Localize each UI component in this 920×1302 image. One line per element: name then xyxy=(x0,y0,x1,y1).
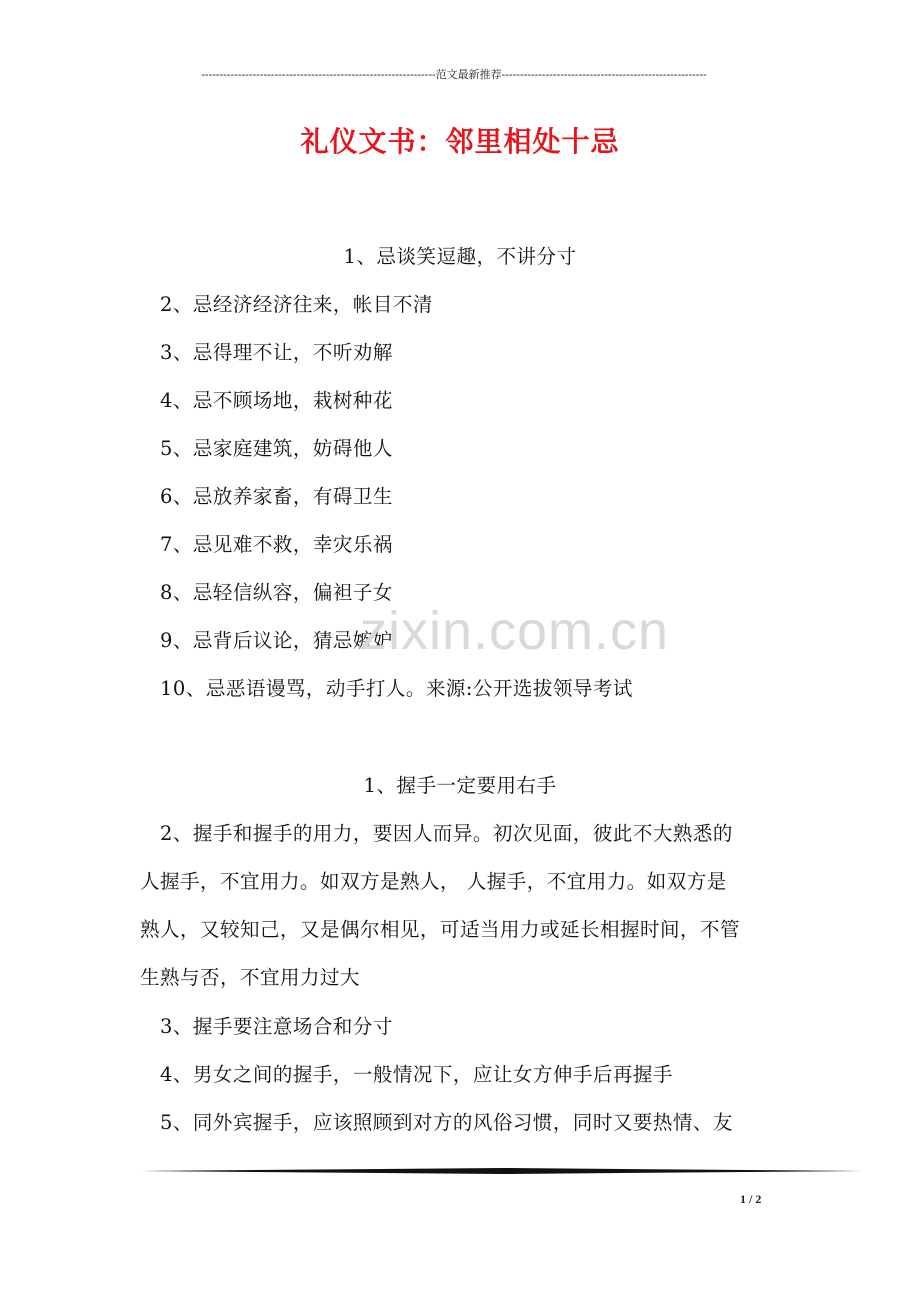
list-item: 3、忌得理不让，不听劝解 xyxy=(160,341,393,364)
paragraph-line: 2、握手和握手的用力，要因人而异。初次见面，彼此不大熟悉的 xyxy=(160,822,733,845)
list-item: 9、忌背后议论，猜忌嫉妒 xyxy=(160,629,393,652)
page-number: 1 / 2 xyxy=(740,1192,762,1206)
list-item: 2、忌经济经济往来，帐目不清 xyxy=(160,293,433,316)
list-item: 4、忌不顾场地，栽树种花 xyxy=(160,389,393,412)
header-dashes-right: -------------------------------------------------------- xyxy=(501,69,707,81)
list-item: 6、忌放养家畜，有碍卫生 xyxy=(160,485,393,508)
paragraph-line: 熟人，又较知己，又是偶尔相见，可适当用力或延长相握时间，不管 xyxy=(140,918,741,941)
list-item: 1、握手一定要用右手 xyxy=(363,774,557,797)
document-title: 礼仪文书：邻里相处十忌 xyxy=(300,125,620,158)
watermark-text: zixin.com.cn xyxy=(360,601,670,661)
paragraph-line: 生熟与否，不宜用力过大 xyxy=(140,966,361,989)
list-item: 8、忌轻信纵容，偏袒子女 xyxy=(160,581,393,604)
footer-divider xyxy=(140,1168,864,1174)
paragraph-line: 人握手，不宜用力。如双方是熟人， 人握手，不宜用力。如双方是 xyxy=(140,870,727,893)
list-item: 7、忌见难不救，幸灾乐祸 xyxy=(160,533,393,556)
list-item: 10、忌恶语谩骂，动手打人。来源:公开选拔领导考试 xyxy=(160,677,633,700)
list-item: 4、男女之间的握手，一般情况下，应让女方伸手后再握手 xyxy=(160,1063,673,1086)
page-header xyxy=(140,66,768,84)
header-label: 范文最新推荐 xyxy=(435,69,502,81)
list-item: 1、忌谈笑逗趣，不讲分寸 xyxy=(343,245,577,268)
header-dashes-left: ---------------------------------------------------------------- xyxy=(201,69,436,81)
list-item: 5、忌家庭建筑，妨碍他人 xyxy=(160,437,393,460)
list-item: 5、同外宾握手，应该照顾到对方的风俗习惯，同时又要热情、友 xyxy=(160,1111,733,1134)
list-item: 3、握手要注意场合和分寸 xyxy=(160,1015,393,1038)
